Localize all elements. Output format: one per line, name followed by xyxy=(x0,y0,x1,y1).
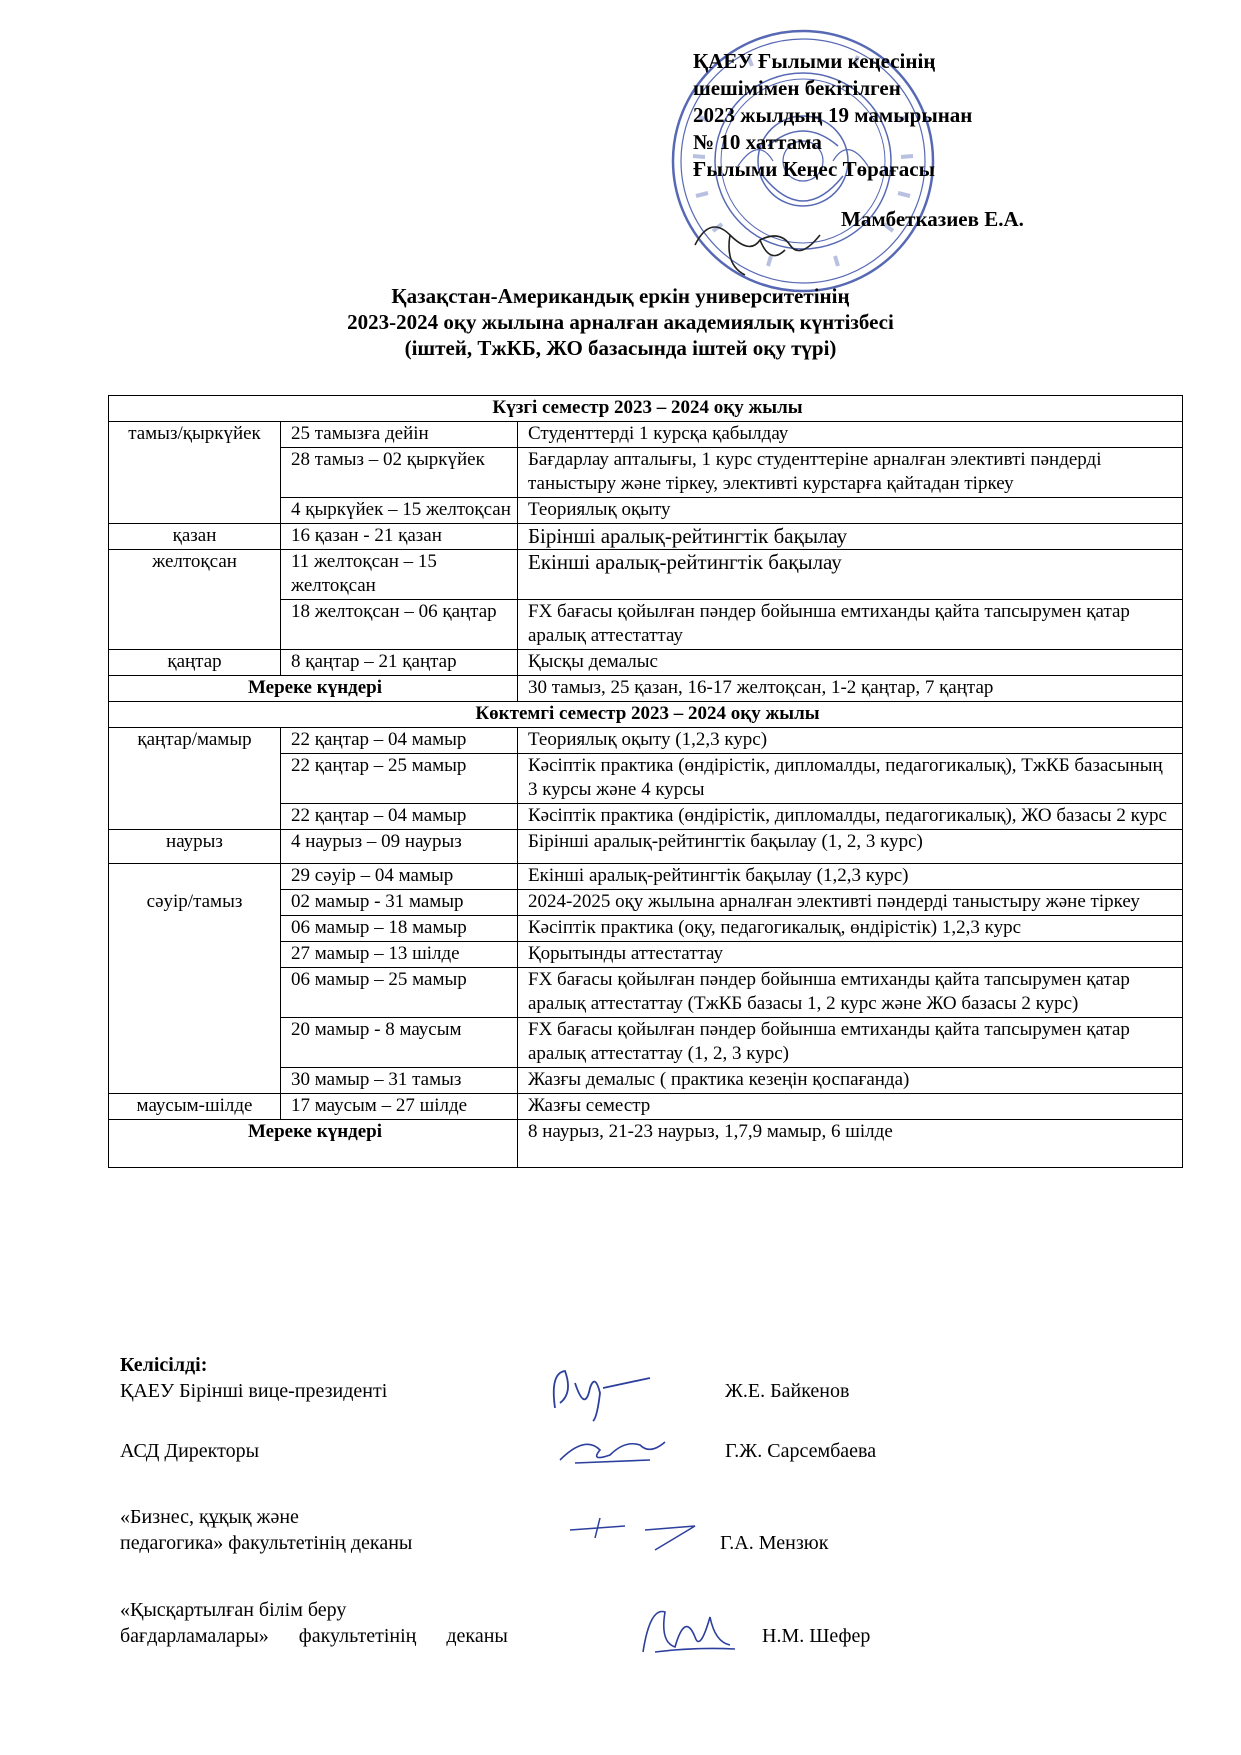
table-row xyxy=(109,676,1183,702)
period-cell: 22 қаңтар – 04 мамыр xyxy=(281,804,518,830)
event-cell: Бірінші аралық-рейтингтік бақылау xyxy=(518,524,1183,550)
period-cell: 20 мамыр - 8 маусым xyxy=(281,1018,518,1068)
event-cell: Жазғы семестр xyxy=(518,1094,1183,1120)
month-cell: сәуір/тамыз xyxy=(109,864,281,1094)
event-cell: Екінші аралық-рейтингтік бақылау xyxy=(518,550,1183,600)
agreed-label: Келісілді: xyxy=(120,1354,208,1376)
period-cell: 16 қазан - 21 қазан xyxy=(281,524,518,550)
approval-line-1: ҚАЕУ Ғылыми кеңесінің xyxy=(693,49,936,73)
event-cell: Бағдарлау апталығы, 1 курс студенттеріне арналған элективті пәндерді таныстыру және тіркеу, элективті курстарға қайтадан тіркеу xyxy=(518,448,1183,498)
fall-holidays-value: 30 тамыз, 25 қазан, 16-17 желтоқсан, 1-2 қаңтар, 7 қаңтар xyxy=(518,676,1183,702)
chairman-signature xyxy=(690,205,850,285)
period-cell: 22 қаңтар – 25 мамыр xyxy=(281,754,518,804)
period-cell: 25 тамызға дейін xyxy=(281,422,518,448)
signature-menzyuk xyxy=(565,1508,705,1553)
table-row xyxy=(109,1120,1183,1168)
month-cell: маусым-шілде xyxy=(109,1094,281,1120)
signer-row xyxy=(120,1504,1170,1564)
signer-name: Г.А. Мензюк xyxy=(720,1532,829,1554)
signer-row xyxy=(120,1597,1170,1657)
signer-position: «Бизнес, құқық және xyxy=(120,1506,299,1528)
event-cell: Студенттерді 1 курсқа қабылдау xyxy=(518,422,1183,448)
title-line-2: 2023-2024 оқу жылына арналған академиялық күнтізбесі xyxy=(347,310,894,334)
spring-holidays-label: Мереке күндері xyxy=(109,1120,518,1168)
signer-position-line-2: педагогика» факультетінің деканы xyxy=(120,1532,413,1554)
approval-signer-name: Мамбетказиев Е.А. xyxy=(841,207,1024,231)
fall-semester-header: Күзгі семестр 2023 – 2024 оқу жылы xyxy=(109,396,1183,422)
month-cell: наурыз xyxy=(109,830,281,864)
signer-row xyxy=(120,1438,1170,1478)
period-cell: 02 мамыр - 31 мамыр xyxy=(281,890,518,916)
event-cell: FX бағасы қойылған пәндер бойынша емтиханды қайта тапсырумен қатар аралық аттестаттау xyxy=(518,600,1183,650)
spring-holidays-value: 8 наурыз, 21-23 наурыз, 1,7,9 мамыр, 6 шілде xyxy=(518,1120,1183,1168)
table-row xyxy=(109,702,1183,728)
table-row xyxy=(109,550,1183,600)
signer-name: Г.Ж. Сарсембаева xyxy=(725,1440,877,1462)
period-cell: 4 қыркүйек – 15 желтоқсан xyxy=(281,498,518,524)
event-cell: Қысқы демалыс xyxy=(518,650,1183,676)
signer-name: Ж.Е. Байкенов xyxy=(725,1380,850,1402)
table-row xyxy=(109,728,1183,754)
month-cell: желтоқсан xyxy=(109,550,281,650)
signer-row xyxy=(120,1378,1170,1418)
signature-sarsembaeva xyxy=(555,1430,675,1470)
signature-shefer xyxy=(635,1597,745,1657)
event-cell: Кәсіптік практика (өндірістік, дипломалды, педагогикалық), ЖО базасы 2 курс xyxy=(518,804,1183,830)
period-cell: 28 тамыз – 02 қыркүйек xyxy=(281,448,518,498)
table-row xyxy=(109,830,1183,864)
event-cell: Кәсіптік практика (оқу, педагогикалық, өндірістік) 1,2,3 курс xyxy=(518,916,1183,942)
table-row xyxy=(109,396,1183,422)
table-row xyxy=(109,524,1183,550)
table-row xyxy=(109,864,1183,890)
signer-position-line-2: бағдарламалары» факультетінің деканы xyxy=(120,1625,508,1647)
document-title xyxy=(0,283,1241,361)
signer-position: ҚАЕУ Бірінші вице-президенті xyxy=(120,1380,388,1402)
approval-line-3: 2023 жылдың 19 мамырынан xyxy=(693,103,973,127)
event-cell: Бірінші аралық-рейтингтік бақылау (1, 2, 3 курс) xyxy=(518,830,1183,864)
table-row xyxy=(109,1094,1183,1120)
period-cell: 11 желтоқсан – 15 желтоқсан xyxy=(281,550,518,600)
period-cell: 30 мамыр – 31 тамыз xyxy=(281,1068,518,1094)
month-cell: тамыз/қыркүйек xyxy=(109,422,281,524)
approval-line-5: Ғылыми Кеңес Төрағасы xyxy=(693,157,936,181)
table-row xyxy=(109,422,1183,448)
spring-semester-header: Көктемгі семестр 2023 – 2024 оқу жылы xyxy=(109,702,1183,728)
approval-protocol-number: № 10 хаттама xyxy=(693,130,822,154)
month-cell: қаңтар/мамыр xyxy=(109,728,281,830)
period-cell: 18 желтоқсан – 06 қаңтар xyxy=(281,600,518,650)
period-cell: 22 қаңтар – 04 мамыр xyxy=(281,728,518,754)
academic-calendar-table xyxy=(108,395,1183,1168)
month-cell: қазан xyxy=(109,524,281,550)
event-cell: Қорытынды аттестаттау xyxy=(518,942,1183,968)
event-cell: Жазғы демалыс ( практика кезеңін қоспағанда) xyxy=(518,1068,1183,1094)
period-cell: 17 маусым – 27 шілде xyxy=(281,1094,518,1120)
event-cell: Теориялық оқыту (1,2,3 курс) xyxy=(518,728,1183,754)
title-line-3: (іштей, ТжКБ, ЖО базасында іштей оқу түрі) xyxy=(404,336,837,360)
period-cell: 8 қаңтар – 21 қаңтар xyxy=(281,650,518,676)
signer-position: «Қысқартылған білім беру xyxy=(120,1599,347,1621)
event-cell: Теориялық оқыту xyxy=(518,498,1183,524)
event-cell: 2024-2025 оқу жылына арналған элективті пәндерді таныстыру және тіркеу xyxy=(518,890,1183,916)
period-cell: 06 мамыр – 18 мамыр xyxy=(281,916,518,942)
event-cell: Екінші аралық-рейтингтік бақылау (1,2,3 курс) xyxy=(518,864,1183,890)
signature-baikenov xyxy=(545,1363,655,1423)
month-cell: қаңтар xyxy=(109,650,281,676)
title-line-1: Қазақстан-Американдық еркін университетінің xyxy=(391,284,850,308)
period-cell: 4 наурыз – 09 наурыз xyxy=(281,830,518,864)
signer-name: Н.М. Шефер xyxy=(762,1625,871,1647)
event-cell: Кәсіптік практика (өндірістік, дипломалды, педагогикалық), ТжКБ базасының 3 курсы және 4 курсы xyxy=(518,754,1183,804)
period-cell: 06 мамыр – 25 мамыр xyxy=(281,968,518,1018)
fall-holidays-label: Мереке күндері xyxy=(109,676,518,702)
period-cell: 29 сәуір – 04 мамыр xyxy=(281,864,518,890)
table-row xyxy=(109,650,1183,676)
signer-position: АСД Директоры xyxy=(120,1440,260,1462)
event-cell: FX бағасы қойылған пәндер бойынша емтиханды қайта тапсырумен қатар аралық аттестаттау (ТжКБ базасы 1, 2 курс және ЖО базасы 2 курс) xyxy=(518,968,1183,1018)
approval-line-2: шешімімен бекітілген xyxy=(693,76,901,100)
period-cell: 27 мамыр – 13 шілде xyxy=(281,942,518,968)
event-cell: FX бағасы қойылған пәндер бойынша емтиханды қайта тапсырумен қатар аралық аттестаттау (1, 2, 3 курс) xyxy=(518,1018,1183,1068)
agreed-section xyxy=(120,1352,1170,1647)
